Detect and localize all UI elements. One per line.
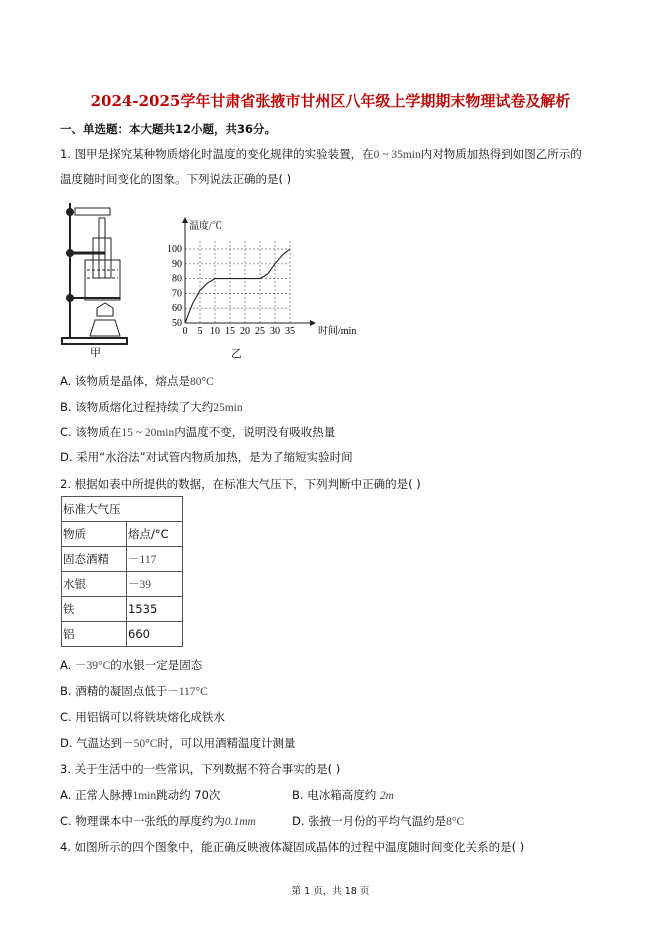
option-tail: 内温度不变，说明没有吸收热量 [174, 425, 336, 439]
q1-range: 0 ~ 35min [373, 149, 421, 161]
q3-option-b[interactable] [292, 787, 394, 804]
x-tick-label: 5 [197, 326, 203, 337]
y-axis-arrow [182, 217, 188, 223]
q1-option-b[interactable] [60, 399, 243, 416]
q1-text: 1. 图甲是探究某种物质熔化时温度的变化规律的实验装置，在 [60, 147, 374, 161]
section-prefix: 一、单选题：本大题共 [60, 122, 175, 136]
table-header: 物质 [62, 522, 127, 547]
y-tick-label: 80 [172, 273, 182, 285]
melting-point-table [61, 496, 183, 647]
option-value: －50°C [122, 738, 158, 750]
y-tick-label: 90 [172, 258, 182, 270]
option-text: A. 正常人脉搏 [60, 788, 133, 802]
temperature-time-graph [150, 198, 360, 348]
table-header: 熔点/°C [127, 522, 183, 547]
table-row [62, 547, 183, 572]
option-value: 8°C [446, 816, 465, 828]
y-axis-label: 温度/℃ [189, 221, 222, 232]
x-tick-label: 20 [240, 326, 250, 337]
x-tick-label: 0 [182, 326, 188, 337]
option-value: 2m [379, 790, 394, 802]
q1-option-a[interactable] [60, 373, 214, 390]
option-value: 1min [132, 790, 157, 802]
option-tail: 跳动约 70次 [156, 788, 221, 802]
option-text: B. 电冰箱高度约 [292, 788, 380, 802]
option-text: C. 该物质在 [60, 425, 122, 439]
table-cell: 固态酒精 [62, 547, 127, 572]
table-caption: 标准大气压 [62, 497, 183, 522]
table-row [62, 597, 183, 622]
option-text: D. 采用“水浴法”对试管内物质加热，是为了缩短实验时间 [60, 450, 353, 464]
x-tick-label: 30 [270, 326, 280, 337]
option-value: －39°C [74, 660, 111, 672]
y-tick-label: 50 [172, 318, 182, 329]
section-heading [60, 121, 276, 137]
table-cell: －117 [127, 547, 183, 572]
x-tick-label: 25 [255, 326, 265, 337]
option-value: 0.1mm [224, 816, 256, 828]
q4-stem: 4. 如图所示的四个图象中，能正确反映液体凝固成晶体的过程中温度随时间变化关系的是( ) [60, 840, 525, 854]
y-tick-label: 60 [172, 303, 182, 315]
q1-stem-line1 [60, 146, 582, 163]
option-value: －117°C [167, 686, 208, 698]
q3-option-a[interactable] [60, 787, 220, 804]
y-tick-label: 100 [167, 244, 182, 255]
temperature-curve [185, 249, 290, 323]
figure-caption-yi: 乙 [231, 347, 242, 360]
figure-caption-jia: 甲 [90, 346, 101, 359]
option-tail: 时，可以用酒精温度计测量 [157, 736, 296, 750]
option-text: A. [60, 658, 75, 672]
option-text: D. 张掖一月份的平均气温约是 [292, 814, 447, 828]
table-row [62, 572, 183, 597]
section-suffix: 分。 [253, 122, 277, 136]
option-text: C. 物理课本中一张纸的厚度约为 [60, 814, 225, 828]
option-value: 25min [213, 402, 243, 414]
q3-stem: 3. 关于生活中的一些常识，下列数据不符合事实的是( ) [60, 762, 341, 776]
option-text: B. 该物质熔化过程持续了大约 [60, 400, 214, 414]
page-footer: 第 1 页，共 18 页 [291, 886, 370, 897]
q3-option-c[interactable] [60, 813, 256, 830]
q2-option-b[interactable] [60, 683, 208, 700]
total-score: 36 [237, 122, 254, 136]
option-text: D. 气温达到 [60, 736, 123, 750]
table-row [62, 622, 183, 647]
q2-option-c[interactable] [60, 709, 225, 725]
x-tick-label: 15 [225, 326, 235, 337]
table-cell: －39 [127, 572, 183, 597]
table-cell: 660 [127, 622, 183, 647]
document-title: 2024-2025学年甘肃省张掖市甘州区八年级上学期期末物理试卷及解析 [90, 92, 571, 110]
q2-stem: 2. 根据如表中所提供的数据，在标准大气压下，下列判断中正确的是( ) [60, 477, 421, 491]
x-tick-label: 35 [285, 326, 295, 337]
option-tail: 的水银一定是固态 [110, 658, 203, 672]
option-text: C. 用铝锅可以将铁块熔化成铁水 [60, 710, 225, 724]
q1-text-b: 内对物质加热得到如图乙所示的 [420, 147, 582, 161]
q2-option-a[interactable] [60, 657, 202, 674]
q1-option-c[interactable] [60, 424, 335, 441]
option-text: A. 该物质是晶体，熔点是 [60, 374, 190, 388]
apparatus-figure [55, 198, 145, 348]
x-axis-arrow [310, 320, 316, 326]
table-cell: 水银 [62, 572, 127, 597]
q1-stem-line2: 温度随时间变化的图象。下列说法正确的是( ) [60, 172, 292, 186]
table-cell: 铁 [62, 597, 127, 622]
question-count: 12 [175, 122, 192, 136]
option-value: 15 ~ 20min [121, 427, 175, 439]
option-text: B. 酒精的凝固点低于 [60, 684, 168, 698]
x-tick-label: 10 [210, 326, 220, 337]
q1-option-d[interactable] [60, 449, 353, 465]
q3-option-d[interactable] [292, 813, 464, 830]
q2-option-d[interactable] [60, 735, 295, 752]
x-axis-label: 时间/min [318, 326, 357, 337]
table-cell: 铝 [62, 622, 127, 647]
table-cell: 1535 [127, 597, 183, 622]
y-tick-label: 70 [172, 288, 182, 300]
option-value: 80°C [189, 376, 214, 388]
section-mid: 小题，共 [191, 122, 238, 136]
